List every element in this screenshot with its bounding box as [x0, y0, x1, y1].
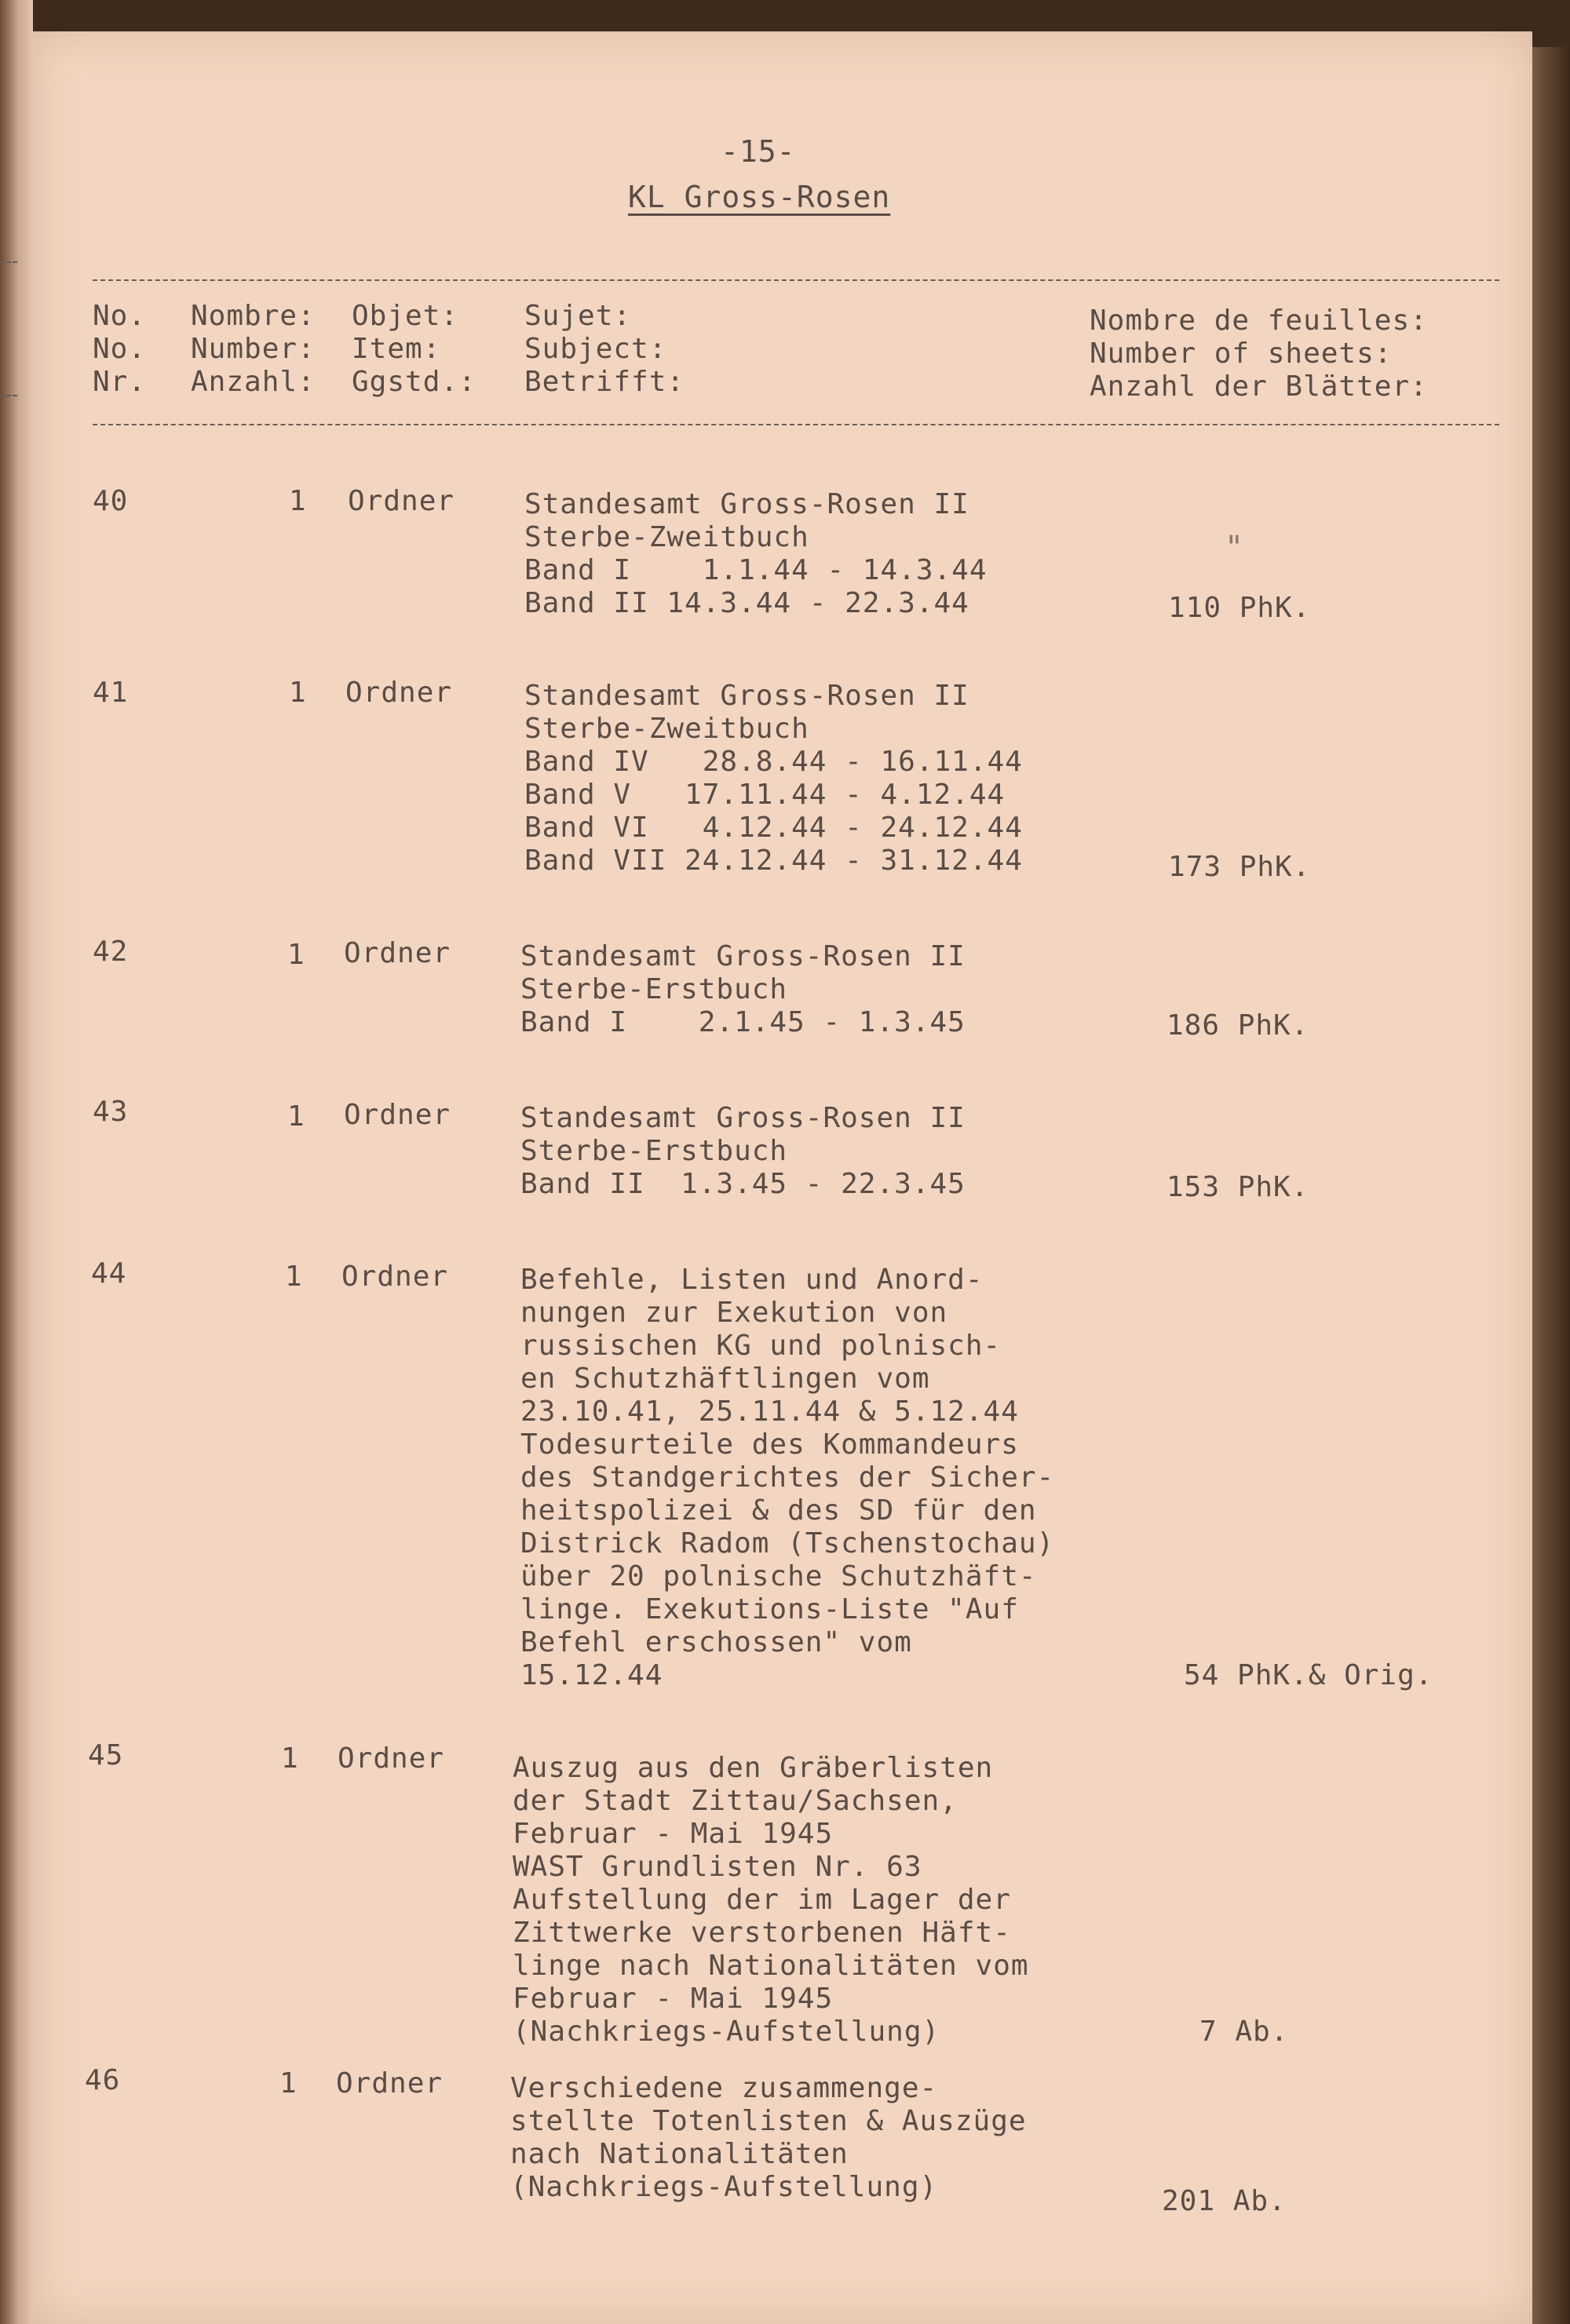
entry-count: 1	[289, 677, 307, 709]
entry-item: Ordner	[336, 2067, 444, 2100]
header-no-2: No.	[93, 333, 147, 365]
entry-count: 1	[281, 1742, 299, 1775]
binding-edge	[1532, 47, 1570, 2324]
entry-count: 1	[287, 1100, 305, 1133]
entry-sheets: 173 PhK.	[1168, 851, 1311, 883]
edge-dash-mark	[0, 261, 17, 263]
adjacent-page-edge	[0, 0, 33, 2324]
entry-number: 41	[93, 677, 129, 709]
entry-sheets: 54 PhK.& Orig.	[1184, 1659, 1433, 1691]
header-sheets-1: Nombre de feuilles:	[1090, 305, 1428, 337]
entry-number: 45	[88, 1739, 124, 1771]
header-sheets-2: Number of sheets:	[1090, 337, 1393, 370]
entry-count: 1	[279, 2067, 298, 2100]
entry-count: 1	[287, 939, 305, 971]
entry-sheets: 201 Ab.	[1162, 2185, 1287, 2217]
entry-number: 43	[93, 1096, 129, 1128]
header-bottom-rule	[93, 424, 1499, 425]
header-count-1: Nombre:	[191, 300, 316, 332]
edge-dash-mark	[0, 395, 17, 396]
entry-sheets: 153 PhK.	[1167, 1171, 1309, 1203]
header-item-1: Objet:	[352, 300, 459, 332]
entry-item: Ordner	[344, 1099, 451, 1131]
entry-item: Ordner	[338, 1742, 445, 1775]
entry-sheets: 7 Ab.	[1199, 2016, 1289, 2048]
entry-subject: Befehle, Listen und Anord- nungen zur Exekution von russischen KG und polnisch- en Schutzhäftlingen vom 23.10.41, 25.11.44 & 5.12.44 Todesurteile des Kommandeurs des Standgerichtes der Sicher- heitspolizei & des SD für den Districk Radom (Tschenstochau) über 20 polnische Schutzhäft- linge. Exekutions-Liste "Auf Befehl erschossen" vom 15.12.44	[520, 1264, 1055, 1691]
header-item-2: Item:	[352, 333, 441, 365]
page-title: KL Gross-Rosen	[628, 180, 891, 214]
entry-sheets: 186 PhK.	[1167, 1009, 1309, 1042]
header-subject-3: Betrifft:	[524, 366, 685, 398]
header-sheets-3: Anzahl der Blätter:	[1090, 370, 1428, 403]
header-no-3: Nr.	[93, 366, 147, 398]
page-number: -15-	[721, 134, 796, 169]
entry-count: 1	[285, 1261, 303, 1293]
entry-number: 44	[91, 1257, 127, 1290]
entry-number: 42	[93, 936, 129, 968]
entry-item: Ordner	[345, 677, 453, 709]
entry-subject: Standesamt Gross-Rosen II Sterbe-Erstbuch Band I 2.1.45 - 1.3.45	[520, 940, 966, 1038]
entry-number: 40	[93, 485, 129, 517]
header-no-1: No.	[93, 300, 147, 332]
header-item-3: Ggstd.:	[352, 366, 476, 398]
entry-subject: Standesamt Gross-Rosen II Sterbe-Zweitbuch Band I 1.1.44 - 14.3.44 Band II 14.3.44 - 22.3.44	[524, 488, 988, 619]
entry-subject: Standesamt Gross-Rosen II Sterbe-Zweitbuch Band IV 28.8.44 - 16.11.44 Band V 17.11.44 - 4.12.44 Band VI 4.12.44 - 24.12.44 Band VII 24.12.44 - 31.12.44	[524, 680, 1023, 877]
entry-number: 46	[85, 2064, 121, 2096]
entry-item: Ordner	[348, 485, 455, 517]
header-subject-1: Sujet:	[524, 300, 632, 332]
entry-count: 1	[289, 485, 307, 517]
header-subject-2: Subject:	[524, 333, 667, 365]
header-count-3: Anzahl:	[191, 366, 316, 398]
ditto-mark: "	[1225, 530, 1244, 566]
entry-subject: Standesamt Gross-Rosen II Sterbe-Erstbuch Band II 1.3.45 - 22.3.45	[520, 1102, 966, 1200]
header-count-2: Number:	[191, 333, 316, 365]
entry-item: Ordner	[344, 937, 451, 969]
entry-item: Ordner	[341, 1261, 449, 1293]
entry-subject: Auszug aus den Gräberlisten der Stadt Zittau/Sachsen, Februar - Mai 1945 WAST Grundlisten Nr. 63 Aufstellung der im Lager der Zittwerke verstorbenen Häft- linge nach Nationalitäten vom Februar - Mai 1945 (Nachkriegs-Aufstellung)	[513, 1752, 1029, 2048]
entry-sheets: 110 PhK.	[1168, 592, 1311, 624]
entry-subject: Verschiedene zusammenge- stellte Totenlisten & Auszüge nach Nationalitäten (Nachkriegs-Aufstellung)	[510, 2072, 1027, 2203]
header-top-rule	[93, 279, 1499, 281]
